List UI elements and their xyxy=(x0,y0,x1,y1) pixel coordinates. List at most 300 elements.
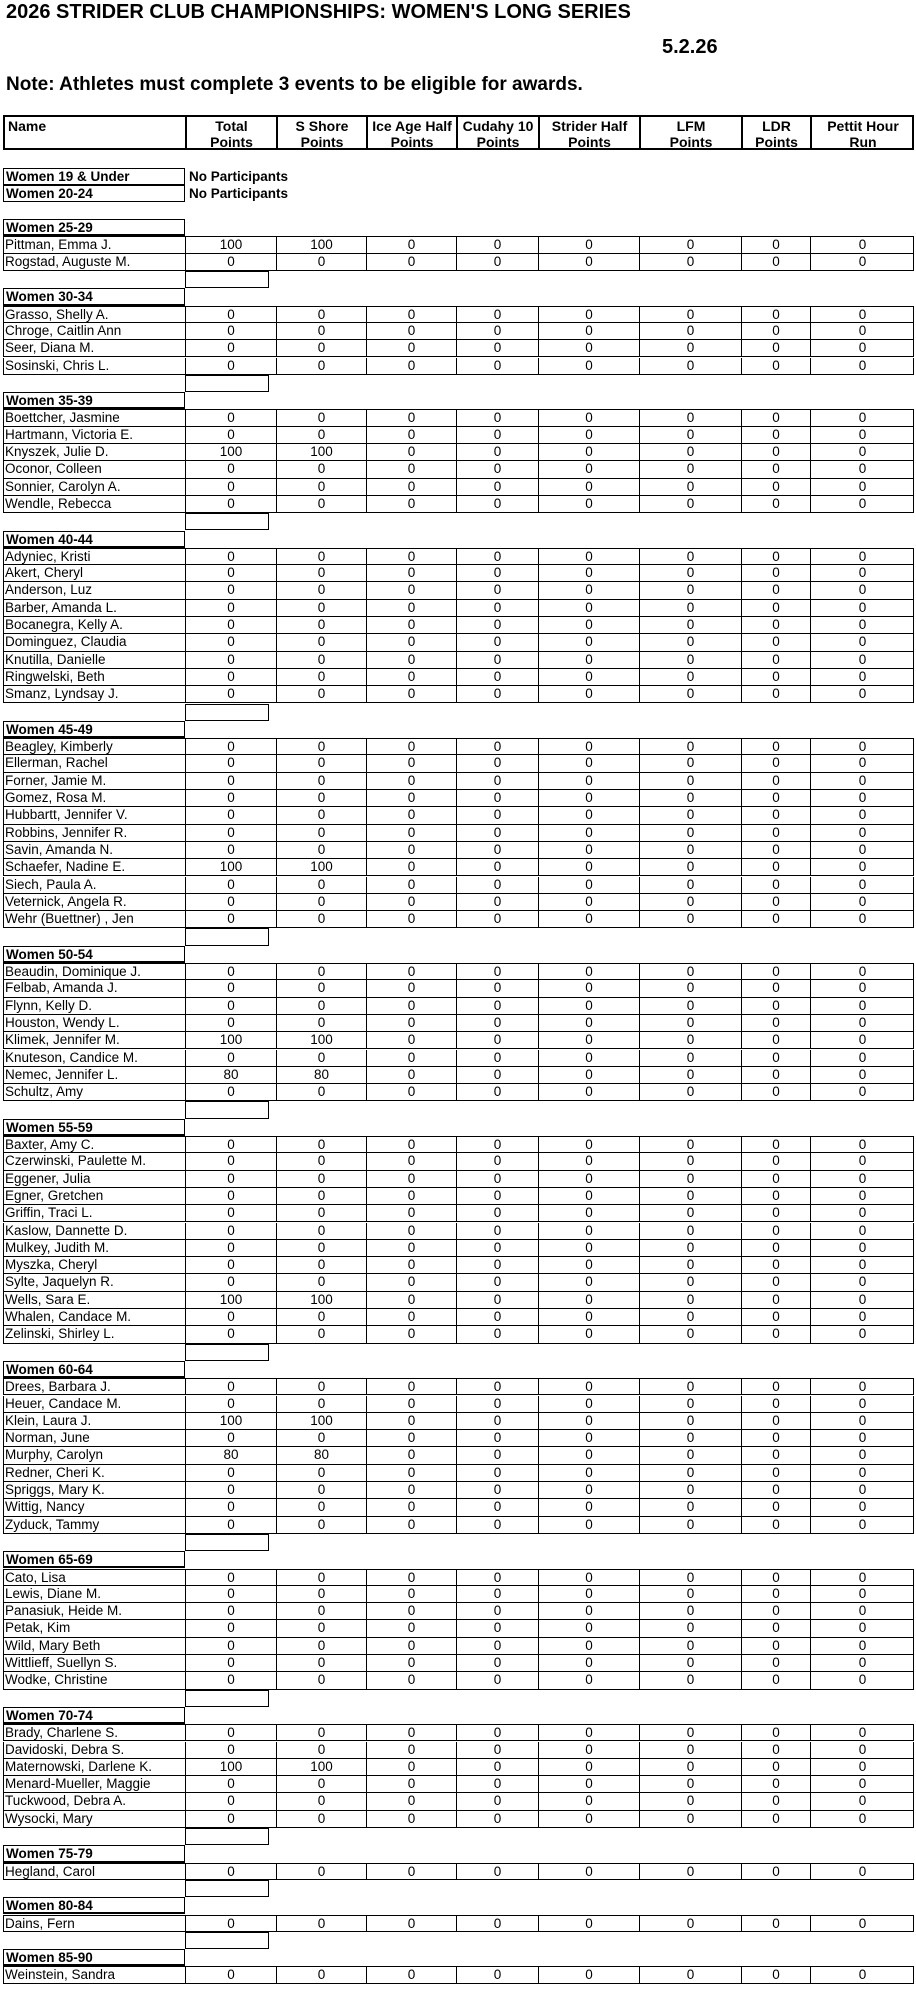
column-header-s-shore-points: S Shore Points xyxy=(276,117,366,148)
strider-half-points-cell: 0 xyxy=(538,980,639,996)
total-points-cell: 100 xyxy=(185,237,276,252)
s-shore-points-cell: 0 xyxy=(276,1379,366,1394)
total-points-cell: 0 xyxy=(185,1570,276,1585)
total-points-cell: 100 xyxy=(185,1292,276,1308)
pettit-hour-run-cell: 0 xyxy=(810,1776,914,1792)
lfm-points-cell: 0 xyxy=(639,980,741,996)
lfm-points-cell: 0 xyxy=(639,634,741,650)
table-row xyxy=(3,427,914,444)
s-shore-points-cell: 0 xyxy=(276,1015,366,1031)
ldr-points-cell: 0 xyxy=(741,739,810,754)
ice-age-half-points-cell: 0 xyxy=(366,1725,456,1740)
pettit-hour-run-cell: 0 xyxy=(810,1655,914,1671)
s-shore-points-cell: 0 xyxy=(276,410,366,425)
pettit-hour-run-cell: 0 xyxy=(810,1067,914,1083)
ice-age-half-points-cell: 0 xyxy=(366,496,456,512)
ldr-points-cell: 0 xyxy=(741,1188,810,1204)
pettit-hour-run-cell: 0 xyxy=(810,1447,914,1463)
table-row xyxy=(3,461,914,478)
ldr-points-cell: 0 xyxy=(741,964,810,979)
table-row xyxy=(3,496,914,513)
ldr-points-cell: 0 xyxy=(741,549,810,564)
cudahy-10-points-cell: 0 xyxy=(456,600,538,616)
no-participants-text: No Participants xyxy=(189,168,289,184)
lfm-points-cell: 0 xyxy=(639,790,741,806)
athlete-name: Pittman, Emma J. xyxy=(5,237,112,253)
ldr-points-cell: 0 xyxy=(741,1137,810,1152)
total-points-cell: 0 xyxy=(185,617,276,633)
table-row xyxy=(3,1776,914,1793)
s-shore-points-cell: 0 xyxy=(276,669,366,685)
cudahy-10-points-cell: 0 xyxy=(456,825,538,841)
strider-half-points-cell: 0 xyxy=(538,496,639,512)
ice-age-half-points-cell: 0 xyxy=(366,1465,456,1481)
s-shore-points-cell: 100 xyxy=(276,1292,366,1308)
age-group-header: Women 35-39 xyxy=(3,392,185,409)
athlete-name: Siech, Paula A. xyxy=(5,876,97,892)
strider-half-points-cell: 0 xyxy=(538,254,639,270)
pettit-hour-run-cell: 0 xyxy=(810,479,914,495)
ldr-points-cell: 0 xyxy=(741,859,810,875)
lfm-points-cell: 0 xyxy=(639,669,741,685)
total-points-cell: 0 xyxy=(185,1864,276,1879)
athlete-name: Hartmann, Victoria E. xyxy=(5,426,134,442)
cudahy-10-points-cell: 0 xyxy=(456,790,538,806)
total-points-cell: 100 xyxy=(185,1032,276,1048)
ldr-points-cell: 0 xyxy=(741,617,810,633)
lfm-points-cell: 0 xyxy=(639,739,741,754)
athlete-name: Wehr (Buettner) , Jen xyxy=(5,911,134,927)
cudahy-10-points-cell: 0 xyxy=(456,237,538,252)
pettit-hour-run-cell: 0 xyxy=(810,686,914,702)
s-shore-points-cell: 0 xyxy=(276,1603,366,1619)
strider-half-points-cell: 0 xyxy=(538,686,639,702)
table-row xyxy=(3,1153,914,1170)
athlete-name: Savin, Amanda N. xyxy=(5,841,114,857)
pettit-hour-run-cell: 0 xyxy=(810,1864,914,1879)
ldr-points-cell: 0 xyxy=(741,1257,810,1273)
ldr-points-cell: 0 xyxy=(741,1447,810,1463)
lfm-points-cell: 0 xyxy=(639,1413,741,1429)
lfm-points-cell: 0 xyxy=(639,237,741,252)
athlete-name: Cato, Lisa xyxy=(5,1569,66,1585)
cudahy-10-points-cell: 0 xyxy=(456,1257,538,1273)
pettit-hour-run-cell: 0 xyxy=(810,980,914,996)
pettit-hour-run-cell: 0 xyxy=(810,1396,914,1412)
pettit-hour-run-cell: 0 xyxy=(810,652,914,668)
athlete-name: Egner, Gretchen xyxy=(5,1187,104,1203)
pettit-hour-run-cell: 0 xyxy=(810,1137,914,1152)
pettit-hour-run-cell: 0 xyxy=(810,1084,914,1100)
athlete-name: Ellerman, Rachel xyxy=(5,755,108,771)
ice-age-half-points-cell: 0 xyxy=(366,1032,456,1048)
table-row xyxy=(3,998,914,1015)
table-row xyxy=(3,600,914,617)
eligibility-note: Note: Athletes must complete 3 events to be eligible for awards. xyxy=(6,74,583,95)
table-row xyxy=(3,1603,914,1620)
total-points-cell: 0 xyxy=(185,1274,276,1290)
s-shore-points-cell: 0 xyxy=(276,1274,366,1290)
cudahy-10-points-cell: 0 xyxy=(456,1967,538,1982)
pettit-hour-run-cell: 0 xyxy=(810,877,914,893)
s-shore-points-cell: 80 xyxy=(276,1447,366,1463)
cudahy-10-points-cell: 0 xyxy=(456,427,538,443)
pettit-hour-run-cell: 0 xyxy=(810,842,914,858)
strider-half-points-cell: 0 xyxy=(538,549,639,564)
table-row xyxy=(3,1413,914,1430)
s-shore-points-cell: 0 xyxy=(276,1153,366,1169)
age-group-header: Women 70-74 xyxy=(3,1707,185,1724)
ice-age-half-points-cell: 0 xyxy=(366,410,456,425)
age-group-header: Women 25-29 xyxy=(3,219,185,236)
ice-age-half-points-cell: 0 xyxy=(366,1050,456,1066)
athlete-name: Wendle, Rebecca xyxy=(5,495,112,511)
pettit-hour-run-cell: 0 xyxy=(810,998,914,1014)
ice-age-half-points-cell: 0 xyxy=(366,1742,456,1758)
table-row xyxy=(3,1032,914,1049)
cudahy-10-points-cell: 0 xyxy=(456,1223,538,1239)
cudahy-10-points-cell: 0 xyxy=(456,1447,538,1463)
total-points-cell: 0 xyxy=(185,565,276,581)
total-points-cell: 0 xyxy=(185,1586,276,1602)
cudahy-10-points-cell: 0 xyxy=(456,807,538,823)
pettit-hour-run-cell: 0 xyxy=(810,1326,914,1342)
table-row xyxy=(3,1569,914,1586)
athlete-name: Ringwelski, Beth xyxy=(5,668,105,684)
cudahy-10-points-cell: 0 xyxy=(456,1655,538,1671)
table-row xyxy=(3,548,914,565)
pettit-hour-run-cell: 0 xyxy=(810,600,914,616)
lfm-points-cell: 0 xyxy=(639,1032,741,1048)
lfm-points-cell: 0 xyxy=(639,1586,741,1602)
strider-half-points-cell: 0 xyxy=(538,600,639,616)
strider-half-points-cell: 0 xyxy=(538,1620,639,1636)
strider-half-points-cell: 0 xyxy=(538,1413,639,1429)
ldr-points-cell: 0 xyxy=(741,1032,810,1048)
ice-age-half-points-cell: 0 xyxy=(366,1240,456,1256)
ice-age-half-points-cell: 0 xyxy=(366,1379,456,1394)
pettit-hour-run-cell: 0 xyxy=(810,1205,914,1221)
lfm-points-cell: 0 xyxy=(639,1793,741,1809)
ice-age-half-points-cell: 0 xyxy=(366,773,456,789)
ice-age-half-points-cell: 0 xyxy=(366,1396,456,1412)
pettit-hour-run-cell: 0 xyxy=(810,1188,914,1204)
pettit-hour-run-cell: 0 xyxy=(810,894,914,910)
group-spacer xyxy=(185,1101,269,1118)
ldr-points-cell: 0 xyxy=(741,1759,810,1775)
athlete-name: Klimek, Jennifer M. xyxy=(5,1032,120,1048)
table-row xyxy=(3,1655,914,1672)
ldr-points-cell: 0 xyxy=(741,773,810,789)
strider-half-points-cell: 0 xyxy=(538,1725,639,1740)
strider-half-points-cell: 0 xyxy=(538,1465,639,1481)
athlete-name: Tuckwood, Debra A. xyxy=(5,1793,127,1809)
strider-half-points-cell: 0 xyxy=(538,1223,639,1239)
athlete-name: Redner, Cheri K. xyxy=(5,1464,105,1480)
lfm-points-cell: 0 xyxy=(639,1672,741,1688)
s-shore-points-cell: 0 xyxy=(276,479,366,495)
lfm-points-cell: 0 xyxy=(639,1050,741,1066)
pettit-hour-run-cell: 0 xyxy=(810,565,914,581)
s-shore-points-cell: 100 xyxy=(276,859,366,875)
ice-age-half-points-cell: 0 xyxy=(366,1257,456,1273)
ice-age-half-points-cell: 0 xyxy=(366,807,456,823)
strider-half-points-cell: 0 xyxy=(538,1482,639,1498)
cudahy-10-points-cell: 0 xyxy=(456,1517,538,1533)
athlete-name: Zelinski, Shirley L. xyxy=(5,1326,115,1342)
ldr-points-cell: 0 xyxy=(741,877,810,893)
lfm-points-cell: 0 xyxy=(639,1517,741,1533)
cudahy-10-points-cell: 0 xyxy=(456,582,538,598)
ldr-points-cell: 0 xyxy=(741,600,810,616)
ldr-points-cell: 0 xyxy=(741,842,810,858)
lfm-points-cell: 0 xyxy=(639,496,741,512)
cudahy-10-points-cell: 0 xyxy=(456,1137,538,1152)
table-row xyxy=(3,1499,914,1516)
total-points-cell: 100 xyxy=(185,444,276,460)
ldr-points-cell: 0 xyxy=(741,1742,810,1758)
s-shore-points-cell: 0 xyxy=(276,1811,366,1827)
pettit-hour-run-cell: 0 xyxy=(810,617,914,633)
cudahy-10-points-cell: 0 xyxy=(456,1050,538,1066)
pettit-hour-run-cell: 0 xyxy=(810,1240,914,1256)
cudahy-10-points-cell: 0 xyxy=(456,1205,538,1221)
ice-age-half-points-cell: 0 xyxy=(366,358,456,374)
lfm-points-cell: 0 xyxy=(639,1274,741,1290)
cudahy-10-points-cell: 0 xyxy=(456,323,538,339)
athlete-name: Weinstein, Sandra xyxy=(5,1967,116,1983)
table-row xyxy=(3,1223,914,1240)
s-shore-points-cell: 0 xyxy=(276,461,366,477)
strider-half-points-cell: 0 xyxy=(538,790,639,806)
pettit-hour-run-cell: 0 xyxy=(810,340,914,356)
cudahy-10-points-cell: 0 xyxy=(456,1274,538,1290)
ldr-points-cell: 0 xyxy=(741,1274,810,1290)
cudahy-10-points-cell: 0 xyxy=(456,1067,538,1083)
pettit-hour-run-cell: 0 xyxy=(810,1620,914,1636)
lfm-points-cell: 0 xyxy=(639,549,741,564)
ice-age-half-points-cell: 0 xyxy=(366,427,456,443)
s-shore-points-cell: 0 xyxy=(276,1672,366,1688)
ice-age-half-points-cell: 0 xyxy=(366,980,456,996)
pettit-hour-run-cell: 0 xyxy=(810,1603,914,1619)
cudahy-10-points-cell: 0 xyxy=(456,1171,538,1187)
age-group-header: Women 50-54 xyxy=(3,946,185,963)
cudahy-10-points-cell: 0 xyxy=(456,911,538,927)
pettit-hour-run-cell: 0 xyxy=(810,444,914,460)
s-shore-points-cell: 0 xyxy=(276,600,366,616)
strider-half-points-cell: 0 xyxy=(538,582,639,598)
total-points-cell: 0 xyxy=(185,254,276,270)
table-row xyxy=(3,738,914,755)
cudahy-10-points-cell: 0 xyxy=(456,358,538,374)
lfm-points-cell: 0 xyxy=(639,1864,741,1879)
ldr-points-cell: 0 xyxy=(741,1586,810,1602)
lfm-points-cell: 0 xyxy=(639,1967,741,1982)
table-row xyxy=(3,1811,914,1828)
strider-half-points-cell: 0 xyxy=(538,1205,639,1221)
strider-half-points-cell: 0 xyxy=(538,1570,639,1585)
table-row xyxy=(3,1171,914,1188)
table-row xyxy=(3,1309,914,1326)
strider-half-points-cell: 0 xyxy=(538,1309,639,1325)
total-points-cell: 0 xyxy=(185,1672,276,1688)
lfm-points-cell: 0 xyxy=(639,1638,741,1654)
table-row xyxy=(3,1136,914,1153)
cudahy-10-points-cell: 0 xyxy=(456,1292,538,1308)
pettit-hour-run-cell: 0 xyxy=(810,1223,914,1239)
ldr-points-cell: 0 xyxy=(741,1638,810,1654)
total-points-cell: 100 xyxy=(185,859,276,875)
cudahy-10-points-cell: 0 xyxy=(456,1620,538,1636)
table-row xyxy=(3,1742,914,1759)
ice-age-half-points-cell: 0 xyxy=(366,1638,456,1654)
table-row xyxy=(3,479,914,496)
group-spacer xyxy=(185,1880,269,1897)
ice-age-half-points-cell: 0 xyxy=(366,1292,456,1308)
strider-half-points-cell: 0 xyxy=(538,479,639,495)
ldr-points-cell: 0 xyxy=(741,1171,810,1187)
lfm-points-cell: 0 xyxy=(639,1447,741,1463)
cudahy-10-points-cell: 0 xyxy=(456,1240,538,1256)
total-points-cell: 0 xyxy=(185,1603,276,1619)
table-row xyxy=(3,565,914,582)
strider-half-points-cell: 0 xyxy=(538,1292,639,1308)
document-title: 2026 STRIDER CLUB CHAMPIONSHIPS: WOMEN'S LONG SERIES xyxy=(6,1,631,23)
ldr-points-cell: 0 xyxy=(741,1793,810,1809)
s-shore-points-cell: 0 xyxy=(276,652,366,668)
pettit-hour-run-cell: 0 xyxy=(810,964,914,979)
ldr-points-cell: 0 xyxy=(741,1655,810,1671)
pettit-hour-run-cell: 0 xyxy=(810,1967,914,1982)
ice-age-half-points-cell: 0 xyxy=(366,634,456,650)
cudahy-10-points-cell: 0 xyxy=(456,686,538,702)
ice-age-half-points-cell: 0 xyxy=(366,479,456,495)
total-points-cell: 0 xyxy=(185,323,276,339)
lfm-points-cell: 0 xyxy=(639,1188,741,1204)
lfm-points-cell: 0 xyxy=(639,1499,741,1515)
pettit-hour-run-cell: 0 xyxy=(810,1811,914,1827)
ldr-points-cell: 0 xyxy=(741,1570,810,1585)
s-shore-points-cell: 0 xyxy=(276,739,366,754)
cudahy-10-points-cell: 0 xyxy=(456,307,538,322)
lfm-points-cell: 0 xyxy=(639,1430,741,1446)
table-row xyxy=(3,877,914,894)
s-shore-points-cell: 0 xyxy=(276,340,366,356)
lfm-points-cell: 0 xyxy=(639,911,741,927)
pettit-hour-run-cell: 0 xyxy=(810,461,914,477)
strider-half-points-cell: 0 xyxy=(538,1759,639,1775)
s-shore-points-cell: 0 xyxy=(276,1326,366,1342)
athlete-name: Sylte, Jaquelyn R. xyxy=(5,1274,114,1290)
pettit-hour-run-cell: 0 xyxy=(810,582,914,598)
pettit-hour-run-cell: 0 xyxy=(810,1759,914,1775)
strider-half-points-cell: 0 xyxy=(538,1967,639,1982)
pettit-hour-run-cell: 0 xyxy=(810,1517,914,1533)
athlete-name: Flynn, Kelly D. xyxy=(5,997,93,1013)
cudahy-10-points-cell: 0 xyxy=(456,617,538,633)
pettit-hour-run-cell: 0 xyxy=(810,1413,914,1429)
strider-half-points-cell: 0 xyxy=(538,1396,639,1412)
athlete-name: Spriggs, Mary K. xyxy=(5,1482,105,1497)
total-points-cell: 0 xyxy=(185,1793,276,1809)
column-header-lfm-points: LFM Points xyxy=(639,117,741,148)
athlete-name: Knuteson, Candice M. xyxy=(5,1049,138,1065)
table-row xyxy=(3,652,914,669)
athlete-name: Kaslow, Dannette D. xyxy=(5,1222,128,1238)
s-shore-points-cell: 100 xyxy=(276,444,366,460)
lfm-points-cell: 0 xyxy=(639,1067,741,1083)
ldr-points-cell: 0 xyxy=(741,1050,810,1066)
ldr-points-cell: 0 xyxy=(741,911,810,927)
lfm-points-cell: 0 xyxy=(639,842,741,858)
strider-half-points-cell: 0 xyxy=(538,1499,639,1515)
cudahy-10-points-cell: 0 xyxy=(456,1379,538,1394)
column-header-strider-half-points: Strider Half Points xyxy=(538,117,639,148)
ice-age-half-points-cell: 0 xyxy=(366,323,456,339)
lfm-points-cell: 0 xyxy=(639,1620,741,1636)
lfm-points-cell: 0 xyxy=(639,1759,741,1775)
table-row xyxy=(3,1517,914,1534)
pettit-hour-run-cell: 0 xyxy=(810,1586,914,1602)
cudahy-10-points-cell: 0 xyxy=(456,1309,538,1325)
strider-half-points-cell: 0 xyxy=(538,1188,639,1204)
ice-age-half-points-cell: 0 xyxy=(366,444,456,460)
table-row xyxy=(3,963,914,980)
total-points-cell: 0 xyxy=(185,669,276,685)
s-shore-points-cell: 0 xyxy=(276,825,366,841)
ice-age-half-points-cell: 0 xyxy=(366,1015,456,1031)
ldr-points-cell: 0 xyxy=(741,1482,810,1498)
pettit-hour-run-cell: 0 xyxy=(810,1725,914,1740)
ice-age-half-points-cell: 0 xyxy=(366,1137,456,1152)
s-shore-points-cell: 0 xyxy=(276,911,366,927)
athlete-name: Heuer, Candace M. xyxy=(5,1395,122,1411)
lfm-points-cell: 0 xyxy=(639,1084,741,1100)
s-shore-points-cell: 0 xyxy=(276,877,366,893)
athlete-name: Anderson, Luz xyxy=(5,582,93,598)
s-shore-points-cell: 0 xyxy=(276,1570,366,1585)
table-row xyxy=(3,1966,914,1983)
ice-age-half-points-cell: 0 xyxy=(366,1864,456,1879)
ice-age-half-points-cell: 0 xyxy=(366,1672,456,1688)
pettit-hour-run-cell: 0 xyxy=(810,1050,914,1066)
age-group-header: Women 60-64 xyxy=(3,1361,185,1378)
ldr-points-cell: 0 xyxy=(741,807,810,823)
strider-half-points-cell: 0 xyxy=(538,1776,639,1792)
pettit-hour-run-cell: 0 xyxy=(810,410,914,425)
ldr-points-cell: 0 xyxy=(741,634,810,650)
ldr-points-cell: 0 xyxy=(741,427,810,443)
cudahy-10-points-cell: 0 xyxy=(456,1864,538,1879)
pettit-hour-run-cell: 0 xyxy=(810,790,914,806)
total-points-cell: 80 xyxy=(185,1067,276,1083)
pettit-hour-run-cell: 0 xyxy=(810,1482,914,1498)
ice-age-half-points-cell: 0 xyxy=(366,755,456,771)
cudahy-10-points-cell: 0 xyxy=(456,842,538,858)
ldr-points-cell: 0 xyxy=(741,410,810,425)
cudahy-10-points-cell: 0 xyxy=(456,998,538,1014)
table-row xyxy=(3,444,914,461)
s-shore-points-cell: 80 xyxy=(276,1067,366,1083)
athlete-name: Hegland, Carol xyxy=(5,1863,96,1879)
ldr-points-cell: 0 xyxy=(741,1205,810,1221)
ice-age-half-points-cell: 0 xyxy=(366,739,456,754)
group-spacer xyxy=(185,1534,269,1551)
ice-age-half-points-cell: 0 xyxy=(366,825,456,841)
ice-age-half-points-cell: 0 xyxy=(366,340,456,356)
ice-age-half-points-cell: 0 xyxy=(366,600,456,616)
